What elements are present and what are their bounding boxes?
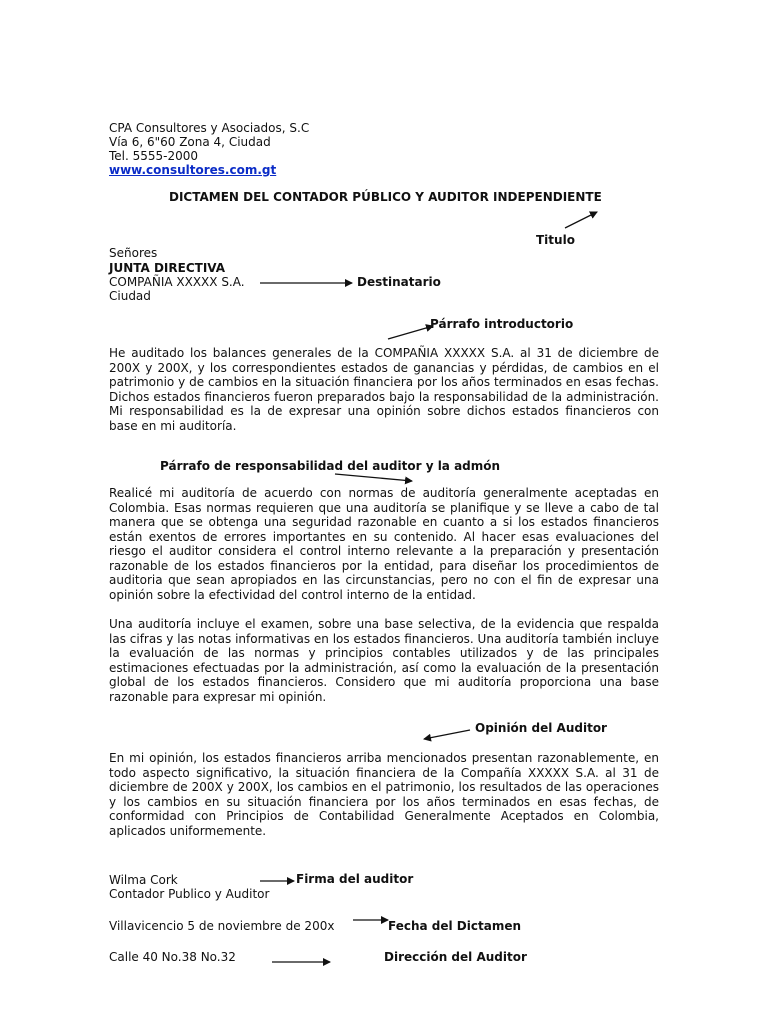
opinion-paragraph: En mi opinión, los estados financieros arriba mencionados presentan razonablemente, en todo aspecto significativo, la situación financiera de la Compañía XXXXX S.A. al 31 de diciembre de 200X y 200X, los cambios en el patrimonio, los resultados de las operaciones y los cambios en su situación financiera por los años terminados en esas fechas, de conformidad con Principios de Contabilidad Generalmente Aceptados en Colombia, aplicados uniformemente.: [109, 751, 659, 838]
annotation-address: Dirección del Auditor: [384, 950, 527, 964]
annotation-responsibility: Párrafo de responsabilidad del auditor y la admón: [160, 459, 501, 473]
intro-arrow: [388, 326, 433, 339]
opinion-arrow: [424, 730, 470, 739]
annotation-title: Titulo: [536, 233, 575, 247]
responsibility-paragraph: Realicé mi auditoría de acuerdo con normas de auditoría generalmente aceptadas en Colombia. Esas normas requieren que una auditoría se planifique y se lleve a cabo de tal manera que se obtenga una seguridad razonable en cuanto a si los estados financieros están exentos de errores importantes en su contenido. Al hacer esas evaluaciones del riesgo el auditor considera el control interno relevante a la preparación y presentación razonable de los estados financieros por la entidad, para diseñar los procedimientos de auditoria que sean apropiados en las circunstancias, pero no con el fin de expresar una opinión sobre la efectividad del control interno de la entidad.: [109, 486, 659, 602]
recipient-salutation: Señores: [109, 246, 158, 260]
sender-address: Vía 6, 6"60 Zona 4, Ciudad: [109, 135, 271, 149]
document-title: DICTAMEN DEL CONTADOR PÚBLICO Y AUDITOR INDEPENDIENTE: [169, 190, 602, 204]
annotation-intro: Párrafo introductorio: [430, 317, 574, 331]
sender-phone: Tel. 5555-2000: [109, 149, 199, 163]
recipient-city: Ciudad: [109, 289, 151, 303]
sender-website-link[interactable]: www.consultores.com.gt: [109, 163, 277, 177]
annotation-opinion: Opinión del Auditor: [475, 721, 607, 735]
recipient-board: JUNTA DIRECTIVA: [109, 261, 226, 275]
date-line: Villavicencio 5 de noviembre de 200x: [109, 919, 335, 933]
annotation-date: Fecha del Dictamen: [388, 919, 522, 933]
annotation-recipient: Destinatario: [357, 275, 441, 289]
sender-company: CPA Consultores y Asociados, S.C: [109, 121, 310, 135]
signature-name: Wilma Cork: [109, 873, 178, 887]
title-arrow: [565, 212, 597, 228]
responsibility-arrow: [335, 474, 412, 481]
scope-paragraph: Una auditoría incluye el examen, sobre una base selectiva, de la evidencia que respalda las cifras y las notas informativas en los estados financieros. Una auditoría también incluye la evaluación de las normas y principios contables utilizados y de las principales estimaciones efectuadas por la administración, así como la evaluación de la presentación global de los estados financieros. Considero que mi auditoría proporciona una base razonable para expresar mi opinión.: [109, 617, 659, 704]
address-line: Calle 40 No.38 No.32: [109, 950, 236, 964]
signature-role: Contador Publico y Auditor: [109, 887, 270, 901]
intro-paragraph: He auditado los balances generales de la COMPAÑIA XXXXX S.A. al 31 de diciembre de 200X y 200X, y los correspondientes estados de ganancias y pérdidas, de cambios en el patrimonio y de cambios en la situación financiera por los años terminados en esas fechas. Dichos estados financieros fueron preparados bajo la responsabilidad de la administración. Mi responsabilidad es la de expresar una opinión sobre dichos estados financieros con base en mi auditoría.: [109, 346, 659, 433]
annotation-signature: Firma del auditor: [296, 872, 414, 886]
recipient-company: COMPAÑIA XXXXX S.A.: [109, 275, 245, 289]
